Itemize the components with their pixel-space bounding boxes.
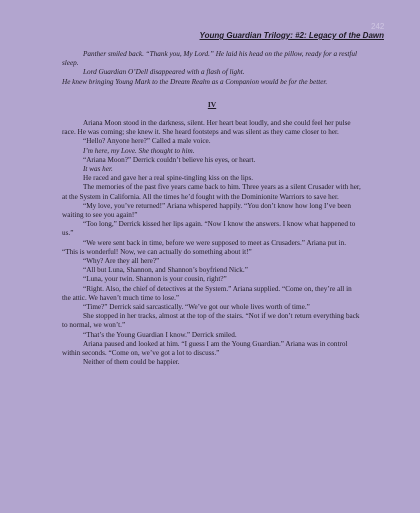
paragraph-prev-1: Panther smiled back. “Thank you, My Lord.” He laid his head on the pillow, ready for a restful sleep.: [62, 50, 357, 68]
paragraph: Ariana Moon stood in the darkness, silent. Her heart beat loudly, and she could feel her pulse race. He was coming; she knew it. She heard footsteps and was silent as they came closer to her.: [62, 119, 351, 137]
running-header: Young Guardian Trilogy: #2: Legacy of the Dawn: [199, 31, 384, 40]
page-number: 242: [371, 22, 385, 31]
paragraph: “That’s the Young Guardian I know.” Derrick smiled.: [83, 330, 237, 339]
paragraph: “Too long,” Derrick kissed her lips again. “Now I know the answers. I know what happened to us.”: [62, 220, 356, 238]
paragraph: “Why? Are they all here?”: [83, 257, 160, 266]
paragraph: “We were sent back in time, before we were supposed to meet as Crusaders.” Ariana put in. “This is wonderful! Now, we can actually do something about it!”: [62, 238, 347, 256]
paragraph: She stopped in her tracks, almost at the top of the stairs. “Not if we don’t return everything back to normal, we won’t.”: [62, 312, 360, 330]
paragraph: “Luna, your twin. Shannon is your cousin, right?”: [83, 275, 227, 284]
paragraph: It was her.: [83, 165, 113, 174]
paragraph: The memories of the past five years came back to him. Three years as a silent Crusader with her, at the System in California. All the times he’d fought with the Dominionite Warriors to save her.: [62, 183, 361, 201]
paragraph: Neither of them could be happier.: [83, 358, 180, 367]
paragraph-prev-2: Lord Guardian O’Dell disappeared with a flash of light.: [83, 68, 245, 77]
paragraph: “All but Luna, Shannon, and Shannon’s boyfriend Nick.”: [83, 266, 248, 275]
paragraph: He raced and gave her a real spine-tingling kiss on the lips.: [83, 174, 254, 183]
paragraph: “Ariana Moon?” Derrick couldn’t believe his eyes, or heart.: [83, 155, 256, 164]
paragraph: “My love, you’ve returned!” Ariana whispered happily. “You don’t know how long I’ve been waiting to see you again!”: [62, 201, 351, 220]
body-text: [62, 50, 362, 368]
chapter-heading: IV: [207, 99, 217, 109]
paragraph: I’m here, my Love. She thought to him.: [83, 146, 195, 155]
paragraph: Ariana paused and looked at him. “I guess I am the Young Guardian.” Ariana was in control within seconds. “Come on, we’ve got a lot to discuss.”: [62, 339, 348, 358]
paragraph-prev-3: He knew bringing Young Mark to the Dream Realm as a Companion would be for the better.: [62, 77, 328, 86]
paragraph: “Right. Also, the chief of detectives at the System.” Ariana supplied. “Come on, they’re all in the attic. We haven’t much time to lose.”: [62, 284, 352, 302]
paragraph: “Time?” Derrick said sarcastically. “We’ve got our whole lives worth of time.”: [83, 303, 310, 312]
paragraph: “Hello? Anyone here?” Called a male voice.: [83, 137, 211, 146]
